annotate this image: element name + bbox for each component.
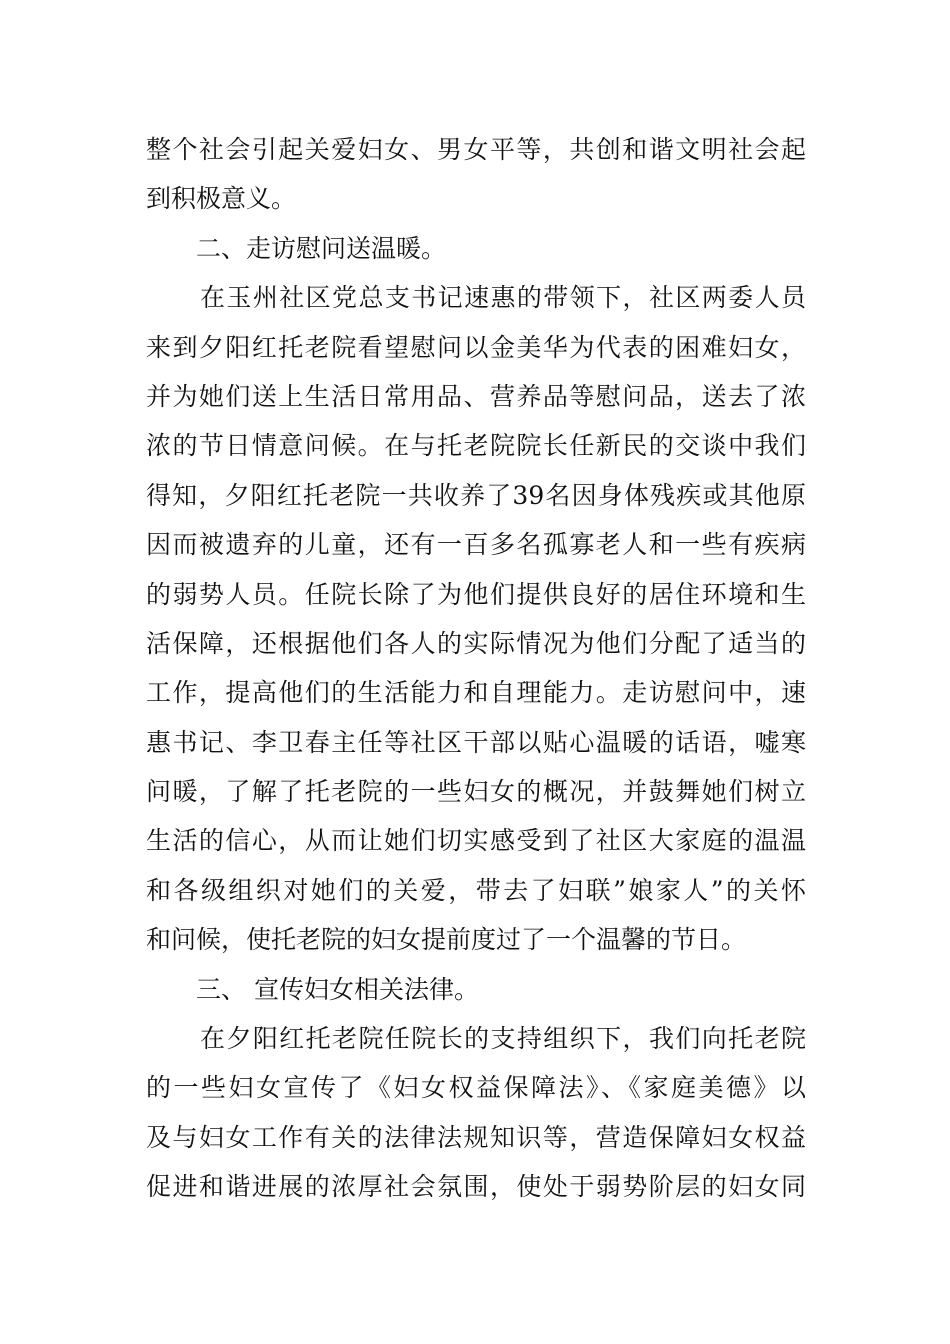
text-line: 的弱势人员。任院长除了为他们提供良好的居住环境和生	[146, 579, 806, 609]
text-line: 生活的信心，从而让她们切实感受到了社区大家庭的温温	[146, 826, 806, 856]
text-line: 来到夕阳红托老院看望慰问以金美华为代表的困难妇女，	[146, 332, 806, 362]
text-line: 促进和谐进展的浓厚社会氛围，使处于弱势阶层的妇女同	[146, 1172, 806, 1202]
text-line: 活保障，还根据他们各人的实际情况为他们分配了适当的	[146, 628, 806, 658]
text-line: 及与妇女工作有关的法律法规知识等，营造保障妇女权益	[146, 1122, 806, 1152]
text-line: 得知，夕阳红托老院一共收养了39名因身体残疾或其他原	[146, 480, 806, 510]
text-line: 在夕阳红托老院任院长的支持组织下，我们向托老院	[200, 1024, 806, 1054]
text-line: 因而被遗弃的儿童，还有一百多名孤寡老人和一些有疾病	[146, 530, 806, 560]
text-line: 惠书记、李卫春主任等社区干部以贴心温暖的话语，嘘寒	[146, 727, 806, 757]
text-line: 的一些妇女宣传了《妇女权益保障法》、《家庭美德》以	[146, 1073, 806, 1103]
section-heading: 三、 宣传妇女相关法律。	[196, 974, 479, 1004]
text-line: 工作，提高他们的生活能力和自理能力。走访慰问中，速	[146, 678, 806, 708]
text-line: 浓的节日情意问候。在与托老院院长任新民的交谈中我们	[146, 431, 806, 461]
text-line: 和各级组织对她们的关爱，带去了妇联”娘家人”的关怀	[146, 875, 806, 905]
text-line: 到积极意义。	[146, 184, 297, 214]
text-line: 和问候，使托老院的妇女提前度过了一个温馨的节日。	[146, 925, 747, 955]
text-line: 问暖，了解了托老院的一些妇女的概况，并鼓舞她们树立	[146, 777, 806, 807]
text-line: 并为她们送上生活日常用品、营养品等慰问品，送去了浓	[146, 381, 806, 411]
text-line: 整个社会引起关爱妇女、男女平等，共创和谐文明社会起	[146, 135, 806, 164]
section-heading: 二、走访慰问送温暖。	[196, 233, 447, 263]
text-line: 在玉州社区党总支书记速惠的带领下，社区两委人员	[200, 283, 806, 313]
document-body	[146, 125, 806, 1212]
